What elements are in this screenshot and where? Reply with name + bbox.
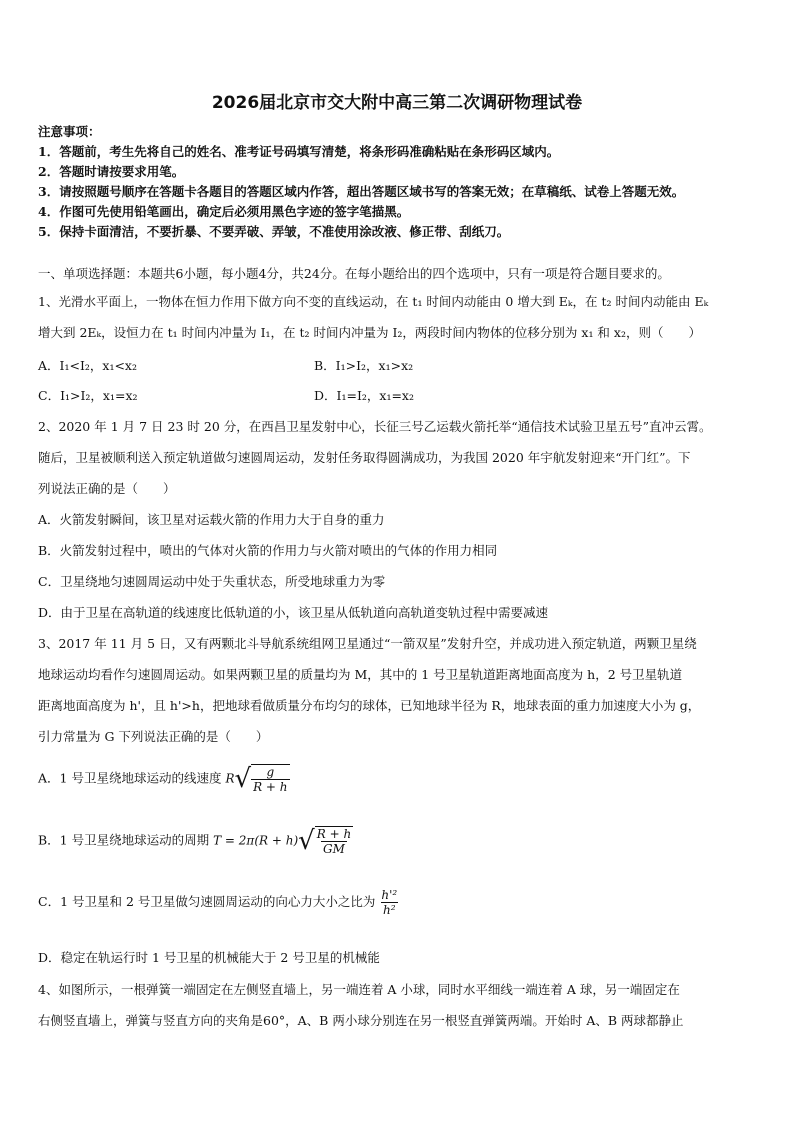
question-3-option-b (38, 826, 353, 856)
formula-prefix: R (225, 771, 235, 786)
option-text: C．1 号卫星和 2 号卫星做匀速圆周运动的向心力大小之比为 (38, 894, 376, 909)
sqrt-symbol: √ $\frac{R + h}{GM}$ (298, 826, 352, 856)
question-2-option-d: D．由于卫星在高轨道的线速度比低轨道的小，该卫星从低轨道向高轨道变轨过程中需要减速 (38, 605, 549, 620)
question-3-option-c (38, 888, 399, 917)
question-3-option-d: D．稳定在轨运行时 1 号卫星的机械能大于 2 号卫星的机械能 (38, 950, 380, 965)
question-4-line: 右侧竖直墙上，弹簧与竖直方向的夹角是60°，A、B 两小球分别连在另一根竖直弹簧两端。开始时 A、B 两球都静止 (38, 1013, 684, 1028)
question-1-option-b: B．I₁>I₂，x₁>x₂ (314, 358, 414, 373)
formula-period (213, 826, 353, 856)
question-3-line: 距离地面高度为 h'，且 h'>h，把地球看做质量分布均匀的球体，已知地球半径为 R，地球表面的重力加速度大小为 g， (38, 698, 701, 713)
formula-velocity (225, 764, 289, 794)
formula-denominator: R + h (253, 780, 288, 794)
question-1-option-a: A．I₁<I₂，x₁<x₂ (38, 358, 137, 373)
question-4-line: 4、如图所示，一根弹簧一端固定在左侧竖直墙上，另一端连着 A 小球，同时水平细线一端连着 A 球，另一端固定在 (38, 982, 680, 997)
question-2-option-a: A．火箭发射瞬间，该卫星对运载火箭的作用力大于自身的重力 (38, 512, 385, 527)
question-2-option-c: C．卫星绕地匀速圆周运动中处于失重状态，所受地球重力为零 (38, 574, 386, 589)
section-heading: 一、单项选择题：本题共6小题，每小题4分，共24分。在每小题给出的四个选项中，只有一项是符合题目要求的。 (38, 266, 670, 281)
formula-numerator: h'² (381, 888, 398, 902)
notice-item: 4．作图可先使用铅笔画出，确定后必须用黑色字迹的签字笔描黑。 (38, 204, 410, 219)
formula-numerator: g (266, 765, 275, 779)
option-text: A．1 号卫星绕地球运动的线速度 (38, 770, 222, 786)
notice-item: 2．答题时请按要求用笔。 (38, 164, 185, 179)
formula-ratio (379, 888, 399, 917)
question-3-line: 地球运动均看作匀速圆周运动。如果两颗卫星的质量均为 M，其中的 1 号卫星轨道距离地面高度为 h，2 号卫星轨道 (38, 667, 683, 682)
question-2-option-b: B．火箭发射过程中，喷出的气体对火箭的作用力与火箭对喷出的气体的作用力相同 (38, 543, 498, 558)
formula-numerator: R + h (316, 827, 352, 841)
question-1-line: 1、光滑水平面上，一物体在恒力作用下做方向不变的直线运动，在 t₁ 时间内动能由 0 增大到 Eₖ，在 t₂ 时间内动能由 Eₖ (38, 294, 709, 309)
sqrt-symbol: √ $\frac{g}{R + h}$ (234, 764, 288, 794)
notice-item: 3．请按照题号顺序在答题卡各题目的答题区域内作答，超出答题区域书写的答案无效；在草稿纸、试卷上答题无效。 (38, 184, 685, 199)
question-3-line: 3、2017 年 11 月 5 日，又有两颗北斗导航系统组网卫星通过“一箭双星”发射升空，并成功进入预定轨道，两颗卫星绕 (38, 636, 697, 651)
question-1-line: 增大到 2Eₖ，设恒力在 t₁ 时间内冲量为 I₁，在 t₂ 时间内冲量为 I₂，两段时间内物体的位移分别为 x₁ 和 x₂，则（ ） (38, 325, 701, 340)
question-2-line: 2、2020 年 1 月 7 日 23 时 20 分，在西昌卫星发射中心，长征三号乙运载火箭托举“通信技术试验卫星五号”直冲云霄。 (38, 419, 712, 434)
notice-heading: 注意事项： (38, 124, 101, 139)
option-text: B．1 号卫星绕地球运动的周期 (38, 832, 210, 848)
exam-title: 2026届北京市交大附中高三第二次调研物理试卷 (211, 93, 583, 113)
formula-prefix: T = 2π(R + h) (213, 833, 299, 848)
notice-item: 5．保持卡面清洁，不要折暴、不要弄破、弄皱，不准使用涂改液、修正带、刮纸刀。 (38, 224, 510, 239)
formula-denominator: GM (323, 842, 345, 856)
question-3-line: 引力常量为 G 下列说法正确的是（ ） (38, 729, 269, 744)
formula-denominator: h² (383, 903, 396, 917)
question-2-line: 随后，卫星被顺利送入预定轨道做匀速圆周运动，发射任务取得圆满成功，为我国 2020 年宇航发射迎来“开门红”。下 (38, 450, 691, 465)
question-1-option-d: D．I₁=I₂，x₁=x₂ (314, 388, 414, 403)
question-1-option-c: C．I₁>I₂，x₁=x₂ (38, 388, 138, 403)
question-3-option-a (38, 764, 290, 794)
question-2-line: 列说法正确的是（ ） (38, 481, 176, 496)
notice-item: 1．答题前，考生先将自己的姓名、准考证号码填写清楚，将条形码准确粘贴在条形码区域内。 (38, 144, 560, 159)
